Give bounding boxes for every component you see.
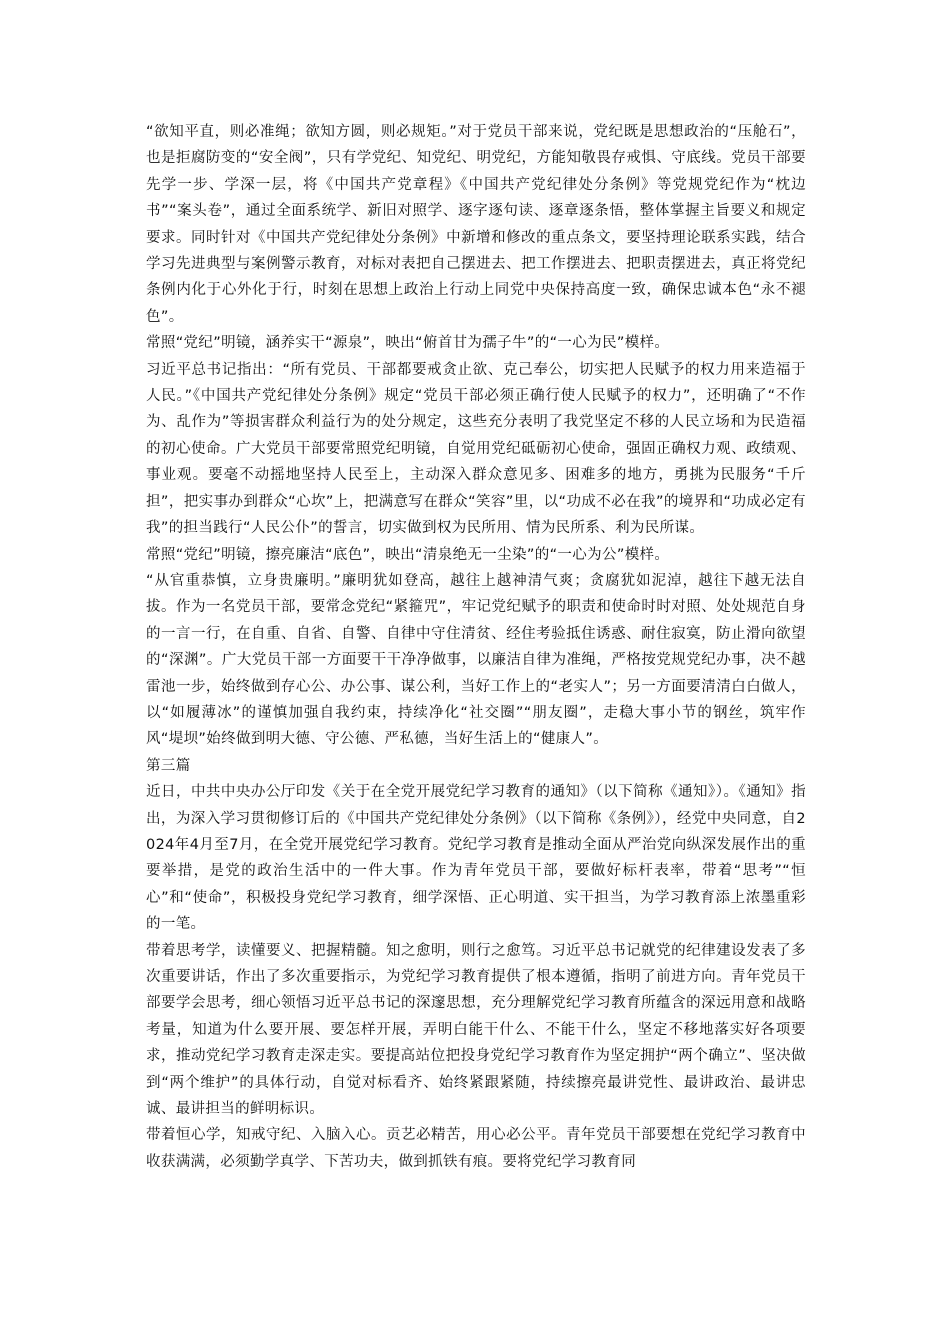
paragraph-study-with-thinking: 带着思考学，读懂要义、把握精髓。知之愈明，则行之愈笃。习近平总书记就党的纪律建设发表了多次重要讲话，作出了多次重要指示，为党纪学习教育提供了根本遵循，指明了前进方向。青年党员干部要学会思考，细心领悟习近平总书记的深邃思想，充分理解党纪学习教育所蕴含的深远用意和战略考量，知道为什么要开展、要怎样开展，弄明白能干什么、不能干什么，坚定不移地落实好各项要求，推动党纪学习教育走深走实。要提高站位把投身党纪学习教育作为坚定拥护“两个确立”、坚决做到“两个维护”的具体行动，自觉对标看齐、始终紧跟紧随，持续擦亮最讲党性、最讲政治、最讲忠诚、最讲担当的鲜明标识。 bbox=[146, 942, 806, 1118]
document-body bbox=[146, 119, 806, 1175]
section-heading-for-people: 常照“党纪”明镜，涵养实干“源泉”，映出“俯首甘为孺子牛”的“一心为民”模样。 bbox=[146, 335, 670, 352]
paragraph-for-people: 习近平总书记指出：“所有党员、干部都要戒贪止欲、克己奉公，切实把人民赋予的权力用来造福于人民。”《中国共产党纪律处分条例》规定“党员干部必须正确行使人民赋予的权力”，还明确了“不作为、乱作为”等损害群众利益行为的处分规定，这些充分表明了我党坚定不移的人民立场和为民造福的初心使命。广大党员干部要常照党纪明镜，自觉用党纪砥砺初心使命，强固正确权力观、政绩观、事业观。要毫不动摇地坚持人民至上，主动深入群众意见多、困难多的地方，勇挑为民服务“千斤担”，把实事办到群众“心坎”上，把满意写在群众“笑容”里，以“功成不必在我”的境界和“功成必定有我”的担当践行“人民公仆”的誓言，切实做到权为民所用、情为民所系、利为民所谋。 bbox=[146, 361, 806, 537]
paragraph-integrity: “从官重恭慎，立身贵廉明。”廉明犹如登高，越往上越神清气爽；贪腐犹如泥淖，越往下越无法自拔。作为一名党员干部，要常念党纪“紧箍咒”，牢记党纪赋予的职责和使命时时对照、处处规范自身的一言一行，在自重、自省、自警、自律中守住清贫、经住考验抵住诱惑、耐住寂寞，防止滑向欲望的“深渊”。广大党员干部一方面要干干净净做事，以廉洁自律为准绳，严格按党规党纪办事，决不越雷池一步，始终做到存心公、办公事、谋公利，当好工作上的“老实人”；另一方面要清清白白做人，以“如履薄冰”的谨慎加强自我约束，持续净化“社交圈”“朋友圈”，走稳大事小节的钢丝，筑牢作风“堤坝”始终做到明大德、守公德、严私德，当好生活上的“健康人”。 bbox=[146, 572, 806, 748]
paragraph-study-with-perseverance: 带着恒心学，知戒守纪、入脑入心。贡艺必精苦，用心必公平。青年党员干部要想在党纪学习教育中收获满满，必须勤学真学、下苦功夫，做到抓铁有痕。要将党纪学习教育同 bbox=[146, 1127, 806, 1170]
section-heading-for-public: 常照“党纪”明镜，擦亮廉洁“底色”，映出“清泉绝无一尘染”的“一心为公”模样。 bbox=[146, 546, 670, 563]
paragraph-discipline-rules: “欲知平直，则必准绳；欲知方圆，则必规矩。”对于党员干部来说，党纪既是思想政治的“压舱石”，也是拒腐防变的“安全阀”，只有学党纪、知党纪、明党纪，方能知敬畏存戒惧、守底线。党员干部要先学一步、学深一层，将《中国共产党章程》《中国共产党纪律处分条例》等党规党纪作为“枕边书”“案头卷”，通过全面系统学、新旧对照学、逐字逐句读、逐章逐条悟，整体掌握主旨要义和规定要求。同时针对《中国共产党纪律处分条例》中新增和修改的重点条文，要坚持理论联系实践，结合学习先进典型与案例警示教育，对标对表把自己摆进去、把工作摆进去、把职责摆进去，真正将党纪条例内化于心外化于行，时刻在思想上政治上行动上同党中央保持高度一致，确保忠诚本色“永不褪色”。 bbox=[146, 124, 806, 325]
paragraph-notice-intro: 近日，中共中央办公厅印发《关于在全党开展党纪学习教育的通知》（以下简称《通知》）。《通知》指出，为深入学习贯彻修订后的《中国共产党纪律处分条例》（以下简称《条例》），经党中央同意，自2024年4月至7月，在全党开展党纪学习教育。党纪学习教育是推动全面从严治党向纵深发展作出的重要举措，是党的政治生活中的一件大事。作为青年党员干部，要做好标杆表率，带着“思考”“恒心”和“使命”，积极投身党纪学习教育，细学深悟、正心明道、实干担当，为学习教育添上浓墨重彩的一笔。 bbox=[146, 784, 806, 933]
chapter-heading-part-three: 第三篇 bbox=[146, 757, 191, 774]
